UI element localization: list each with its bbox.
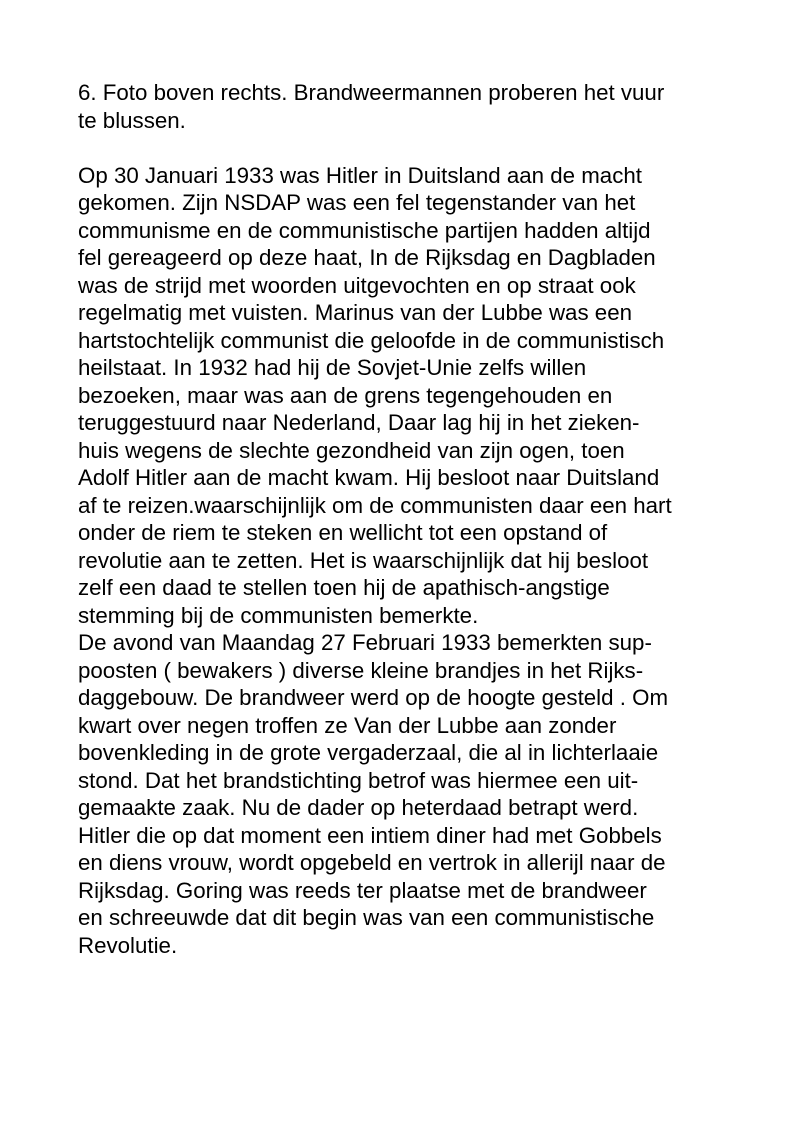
document-text [78,79,758,959]
body-line: revolutie aan te zetten. Het is waarschijnlijk dat hij besloot [78,547,649,573]
paragraph-spacer [78,134,758,162]
body-line: bezoeken, maar was aan de grens tegengehouden en [78,382,613,408]
body-line: stond. Dat het brandstichting betrof was hiermee een uit- [78,767,639,793]
caption-line: te blussen. [78,107,186,133]
body-line: Rijksdag. Goring was reeds ter plaatse met de brandweer [78,877,647,903]
body-line: gekomen. Zijn NSDAP was een fel tegenstander van het [78,190,636,215]
body-line: huis wegens de slechte gezondheid van zijn ogen, toen [78,437,625,463]
body-line: teruggestuurd naar Nederland, Daar lag hij in het zieken- [78,410,640,435]
body-line: en diens vrouw, wordt opgebeld en vertrok in allerijl naar de [78,850,666,875]
caption-line: 6. Foto boven rechts. Brandweermannen proberen het vuur [78,80,665,105]
body-line: poosten ( bewakers ) diverse kleine brandjes in het Rijks- [78,657,644,683]
body-line: communisme en de communistische partijen hadden altijd [78,217,651,243]
body-line: was de strijd met woorden uitgevochten en op straat ook [78,272,636,298]
body-line: Hitler die op dat moment een intiem diner had met Gobbels [78,822,662,848]
body-line: en schreeuwde dat dit begin was van een communistische [78,905,655,930]
body-line: zelf een daad te stellen toen hij de apathisch-angstige [78,575,610,600]
body-line: daggebouw. De brandweer werd op de hoogte gesteld . Om [78,685,669,710]
body-line: De avond van Maandag 27 Februari 1933 bemerkten sup- [78,630,652,655]
photo-caption [78,79,758,134]
body-line: fel gereageerd op deze haat, In de Rijksdag en Dagbladen [78,245,656,270]
body-line: onder de riem te steken en wellicht tot een opstand of [78,520,608,545]
body-line: hartstochtelijk communist die geloofde in de communistisch [78,327,665,353]
body-line: stemming bij de communisten bemerkte. [78,602,479,628]
body-line: Revolutie. [78,932,178,958]
body-line: Op 30 Januari 1933 was Hitler in Duitsland aan de macht [78,162,642,188]
body-line: Adolf Hitler aan de macht kwam. Hij besloot naar Duitsland [78,465,660,490]
body-line: gemaakte zaak. Nu de dader op heterdaad betrapt werd. [78,795,639,820]
body-line: af te reizen.waarschijnlijk om de communisten daar een hart [78,492,672,518]
body-line: bovenkleding in de grote vergaderzaal, die al in lichterlaaie [78,740,659,765]
body-line: kwart over negen troffen ze Van der Lubbe aan zonder [78,712,617,738]
body-line: regelmatig met vuisten. Marinus van der Lubbe was een [78,300,633,325]
body-text [78,162,758,960]
body-line: heilstaat. In 1932 had hij de Sovjet-Unie zelfs willen [78,355,587,380]
